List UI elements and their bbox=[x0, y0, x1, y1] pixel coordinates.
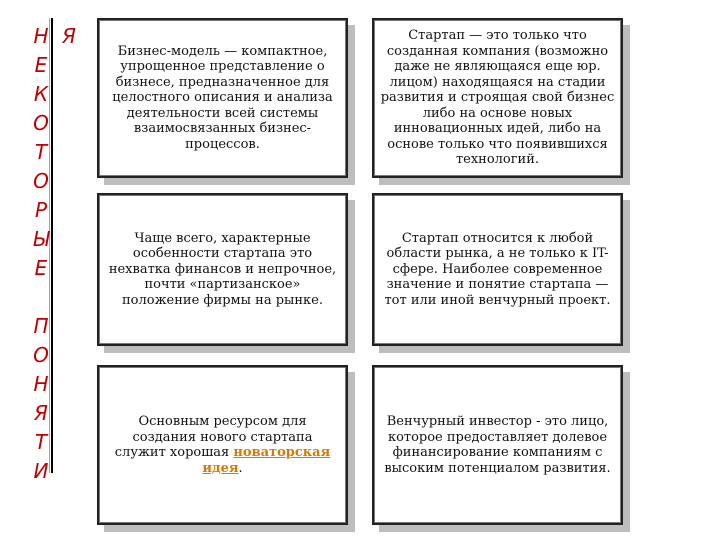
title-letter: П bbox=[33, 314, 49, 338]
card-venture-investor bbox=[372, 365, 623, 525]
title-letter: Ы bbox=[32, 227, 50, 251]
card-business-model bbox=[97, 18, 348, 178]
title-letter-space bbox=[30, 283, 52, 312]
title-letter-col2: Я bbox=[62, 24, 76, 48]
card-startup-definition bbox=[372, 18, 623, 178]
vertical-title bbox=[30, 22, 52, 486]
card-text-before: Основным ресурсом для создания нового стартапа служит хорошая bbox=[114, 414, 313, 460]
card-text: Венчурный инвестор - это лицо, которое предоставляет долевое финансирование компаниям с высоким потенциалом развития. bbox=[384, 414, 611, 476]
title-letter: Н bbox=[33, 372, 49, 396]
title-letter: О bbox=[33, 343, 49, 367]
title-letter: Т bbox=[34, 430, 48, 454]
card-text bbox=[99, 414, 346, 476]
title-letter: Я bbox=[34, 401, 48, 425]
card-startup-resource bbox=[97, 365, 348, 525]
title-letter: Т bbox=[34, 140, 48, 164]
title-letter: Е bbox=[34, 256, 48, 280]
title-letter: О bbox=[33, 111, 49, 135]
card-text: Бизнес-модель — компактное, упрощенное представление о бизнесе, предназначенное для целостного описания и анализа деятельности всей системы взаимосвязанных бизнес-процессов. bbox=[112, 43, 333, 152]
card-text: Стартап — это только что созданная компания (возможно даже не являющаяся еще юр. лицом) находящаяся на стадии развития и строящая свой бизнес либо на основе новых инновационных идей, либо на основе только что появившихся технологий. bbox=[380, 28, 615, 168]
card-text: Стартап относится к любой области рынка, а не только к IT-сфере. Наиболее современное значение и понятие стартапа — тот или иной венчурный проект. bbox=[384, 230, 611, 308]
card-startup-scope bbox=[372, 193, 623, 346]
card-startup-features bbox=[97, 193, 348, 346]
title-letter: Е bbox=[34, 53, 48, 77]
title-letter: Н bbox=[33, 24, 49, 48]
innovative-idea-link[interactable]: новаторская идея bbox=[202, 445, 331, 476]
card-text: Чаще всего, характерные особенности стартапа это нехватка финансов и непрочное, почти «партизанское» положение фирмы на рынке. bbox=[108, 230, 337, 308]
card-text-after: . bbox=[238, 460, 243, 476]
title-letter: И bbox=[33, 459, 49, 483]
title-letter: О bbox=[33, 169, 49, 193]
title-letter: Р bbox=[34, 198, 48, 222]
title-letter: К bbox=[33, 82, 49, 106]
